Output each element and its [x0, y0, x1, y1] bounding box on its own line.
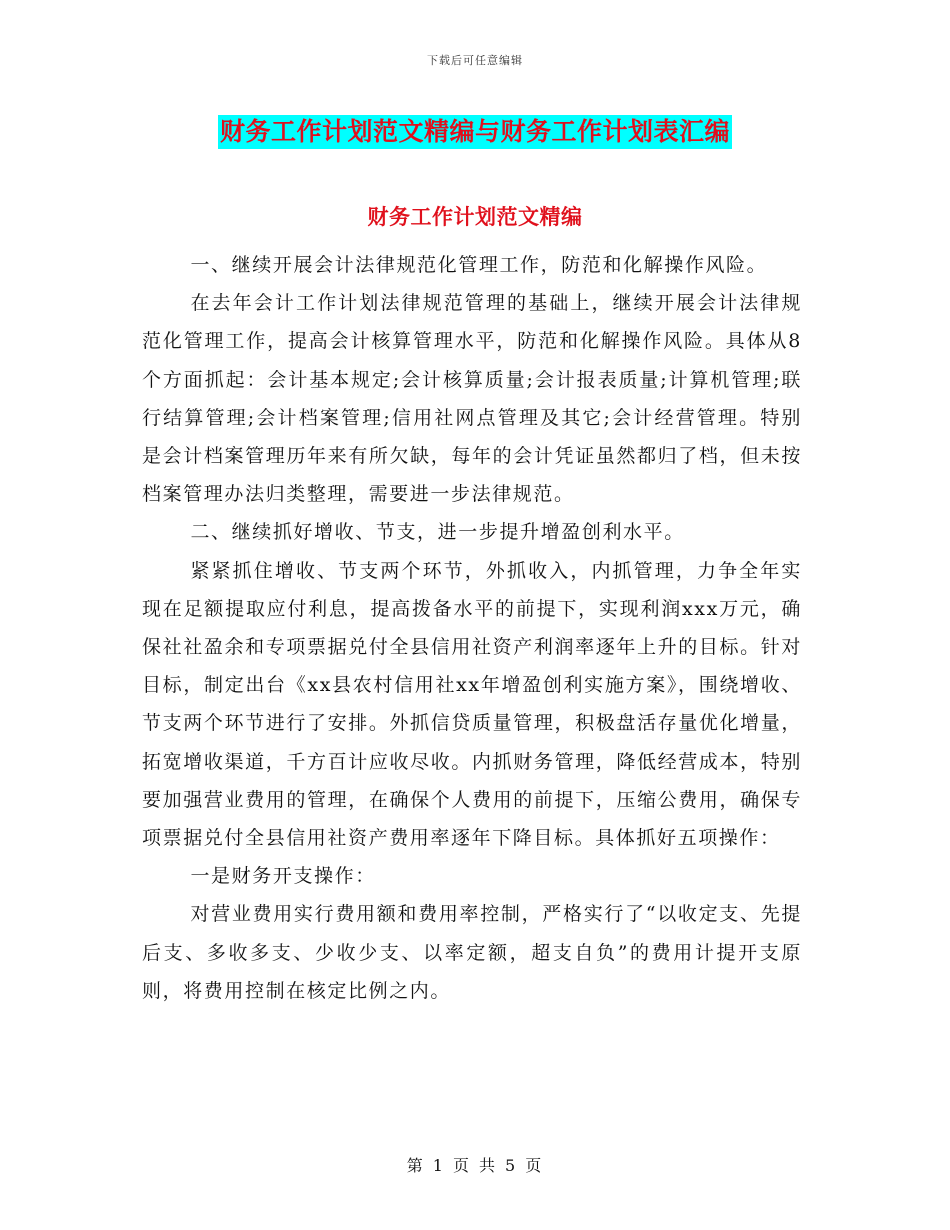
paragraph-subheading: 一是财务开支操作： — [190, 865, 376, 888]
page-label-mid: 页 — [452, 1156, 471, 1175]
page-label-total-prefix: 共 — [479, 1156, 498, 1175]
paragraph-heading-1: 一、继续开展会计法律规范化管理工作，防范和化解操作风险。 — [190, 254, 768, 276]
document-title — [0, 110, 950, 149]
paragraph-heading-2: 二、继续抓好增收、节支，进一步提升增盈创利水平。 — [190, 521, 685, 544]
section-title: 财务工作计划范文精编 — [367, 204, 583, 229]
document-body — [142, 246, 802, 1010]
header-note: 下载后可任意编辑 — [427, 54, 523, 67]
page-label-prefix: 第 — [406, 1156, 425, 1175]
page-label-suffix: 页 — [525, 1156, 544, 1175]
page-total: 5 — [505, 1156, 518, 1175]
paragraph: 在去年会计工作计划法律规范管理的基础上，继续开展会计法律规范化管理工作，提高会计核算管理水平，防范和化解操作风险。具体从8个方面抓起：会计基本规定;会计核算质量;会计报表质量;计算机管理;联行结算管理;会计档案管理;信用社网点管理及其它;会计经营管理。特别是会计档案管理历年来有所欠缺，每年的会计凭证虽然都归了档，但未按档案管理办法归类整理，需要进一步法律规范。 — [142, 292, 802, 506]
page-current: 1 — [432, 1156, 445, 1175]
page-footer — [0, 1153, 950, 1176]
paragraph: 对营业费用实行费用额和费用率控制，严格实行了“以收定支、先提后支、多收多支、少收少支、以率定额，超支自负”的费用计提开支原则，将费用控制在核定比例之内。 — [142, 903, 802, 1002]
paragraph: 紧紧抓住增收、节支两个环节，外抓收入，内抓管理，力争全年实现在足额提取应付利息，提高拨备水平的前提下，实现利润xxx万元，确保社社盈余和专项票据兑付全县信用社资产利润率逐年上升的目标。针对目标，制定出台《xx县农村信用社xx年增盈创利实施方案》，围绕增收、节支两个环节进行了安排。外抓信贷质量管理，积极盘活存量优化增量，拓宽增收渠道，千方百计应收尽收。内抓财务管理，降低经营成本，特别要加强营业费用的管理，在确保个人费用的前提下，压缩公费用，确保专项票据兑付全县信用社资产费用率逐年下降目标。具体抓好五项操作： — [142, 559, 802, 850]
document-title-text: 财务工作计划范文精编与财务工作计划表汇编 — [218, 115, 732, 149]
